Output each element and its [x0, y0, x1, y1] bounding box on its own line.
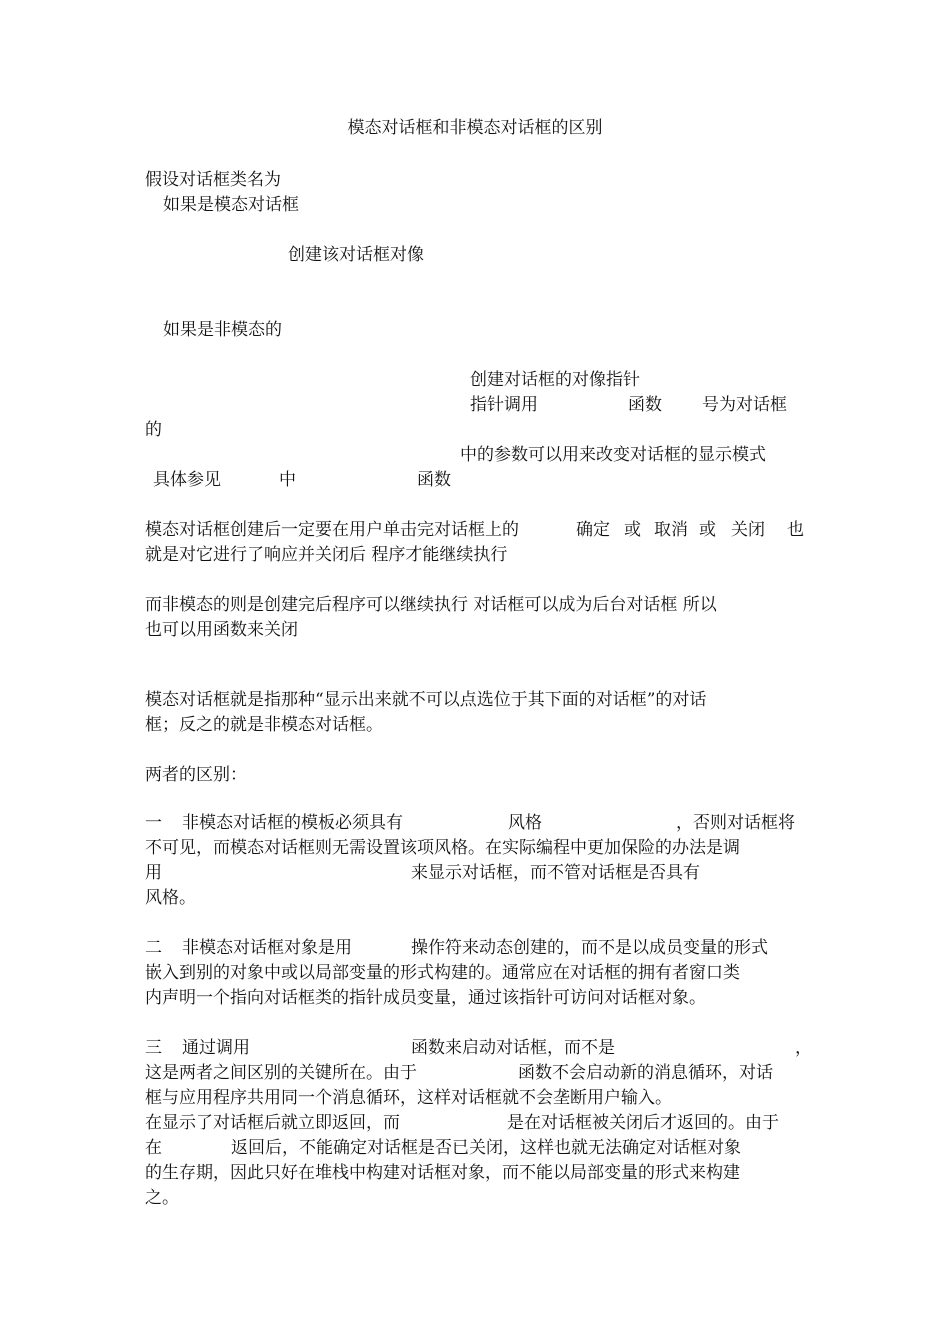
- text-fragment: 操作符来动态创建的，而不是以成员变量的形式: [411, 938, 768, 958]
- text-fragment: 函数: [628, 395, 662, 415]
- text-fragment: 也: [787, 520, 804, 540]
- text-line: 而非模态的则是创建完后程序可以继续执行 对话框可以成为后台对话框 所以: [145, 595, 717, 615]
- text-fragment: 用: [145, 863, 162, 883]
- text-fragment: 函数不会启动新的消息循环，对话: [518, 1063, 773, 1083]
- text-fragment: 具体参见: [153, 470, 221, 490]
- text-fragment: 确定: [576, 520, 610, 540]
- text-line: 如果是非模态的: [163, 320, 282, 340]
- text-fragment: 是在对话框被关闭后才返回的。由于: [507, 1113, 779, 1133]
- text-fragment: 在显示了对话框后就立即返回，而: [145, 1113, 400, 1133]
- text-fragment: 通过调用: [182, 1038, 250, 1058]
- text-fragment: 来显示对话框，而不管对话框是否具有: [411, 863, 700, 883]
- text-fragment: 非模态对话框的模板必须具有: [182, 813, 403, 833]
- text-line: 假设对话框类名为: [145, 170, 281, 190]
- text-line: 模态对话框就是指那种“显示出来就不可以点选位于其下面的对话框”的对话: [145, 690, 707, 710]
- text-fragment: 风格: [508, 813, 542, 833]
- text-fragment: 或: [699, 520, 716, 540]
- text-fragment: ，否则对话框将: [676, 813, 795, 833]
- text-line: 两者的区别：: [145, 765, 247, 785]
- text-fragment: ，: [795, 1038, 812, 1058]
- text-line: 创建对话框的对像指针: [470, 370, 640, 390]
- text-fragment: 关闭: [731, 520, 765, 540]
- list-marker: 一: [145, 813, 162, 833]
- text-line: 的生存期，因此只好在堆栈中构建对话框对象，而不能以局部变量的形式来构建: [145, 1163, 740, 1183]
- text-line: 创建该对话框对像: [288, 245, 424, 265]
- text-fragment: 指针调用: [470, 395, 538, 415]
- text-fragment: 函数: [417, 470, 451, 490]
- text-fragment: 函数来启动对话框，而不是: [411, 1038, 615, 1058]
- text-fragment: 或: [624, 520, 641, 540]
- text-line: 如果是模态对话框: [163, 195, 299, 215]
- text-fragment: 非模态对话框对象是用: [182, 938, 352, 958]
- text-line: 内声明一个指向对话框类的指针成员变量，通过该指针可访问对话框对象。: [145, 988, 706, 1008]
- text-line: 中的参数可以用来改变对话框的显示模式: [460, 445, 766, 465]
- page-title: 模态对话框和非模态对话框的区别: [347, 118, 603, 138]
- text-line: 框与应用程序共用同一个消息循环，这样对话框就不会垄断用户输入。: [145, 1088, 672, 1108]
- text-fragment: 这是两者之间区别的关键所在。由于: [145, 1063, 417, 1083]
- text-line: 不可见，而模态对话框则无需设置该项风格。在实际编程中更加保险的办法是调: [145, 838, 740, 858]
- text-fragment: 模态对话框创建后一定要在用户单击完对话框上的: [145, 520, 519, 540]
- text-line: 也可以用函数来关闭: [145, 620, 298, 640]
- text-line: 框；反之的就是非模态对话框。: [145, 715, 383, 735]
- text-fragment: 取消: [654, 520, 688, 540]
- text-line: 嵌入到别的对象中或以局部变量的形式构建的。通常应在对话框的拥有者窗口类: [145, 963, 740, 983]
- text-line: 之。: [145, 1188, 179, 1208]
- list-marker: 二: [145, 938, 162, 958]
- text-fragment: 号为对话框: [702, 395, 787, 415]
- list-marker: 三: [145, 1038, 162, 1058]
- text-fragment: 中: [279, 470, 296, 490]
- text-fragment: 返回后，不能确定对话框是否已关闭，这样也就无法确定对话框对象: [231, 1138, 741, 1158]
- text-line: 风格。: [145, 888, 196, 908]
- text-fragment: 在: [145, 1138, 162, 1158]
- text-line: 的: [145, 420, 162, 440]
- text-line: 就是对它进行了响应并关闭后 程序才能继续执行: [145, 545, 508, 565]
